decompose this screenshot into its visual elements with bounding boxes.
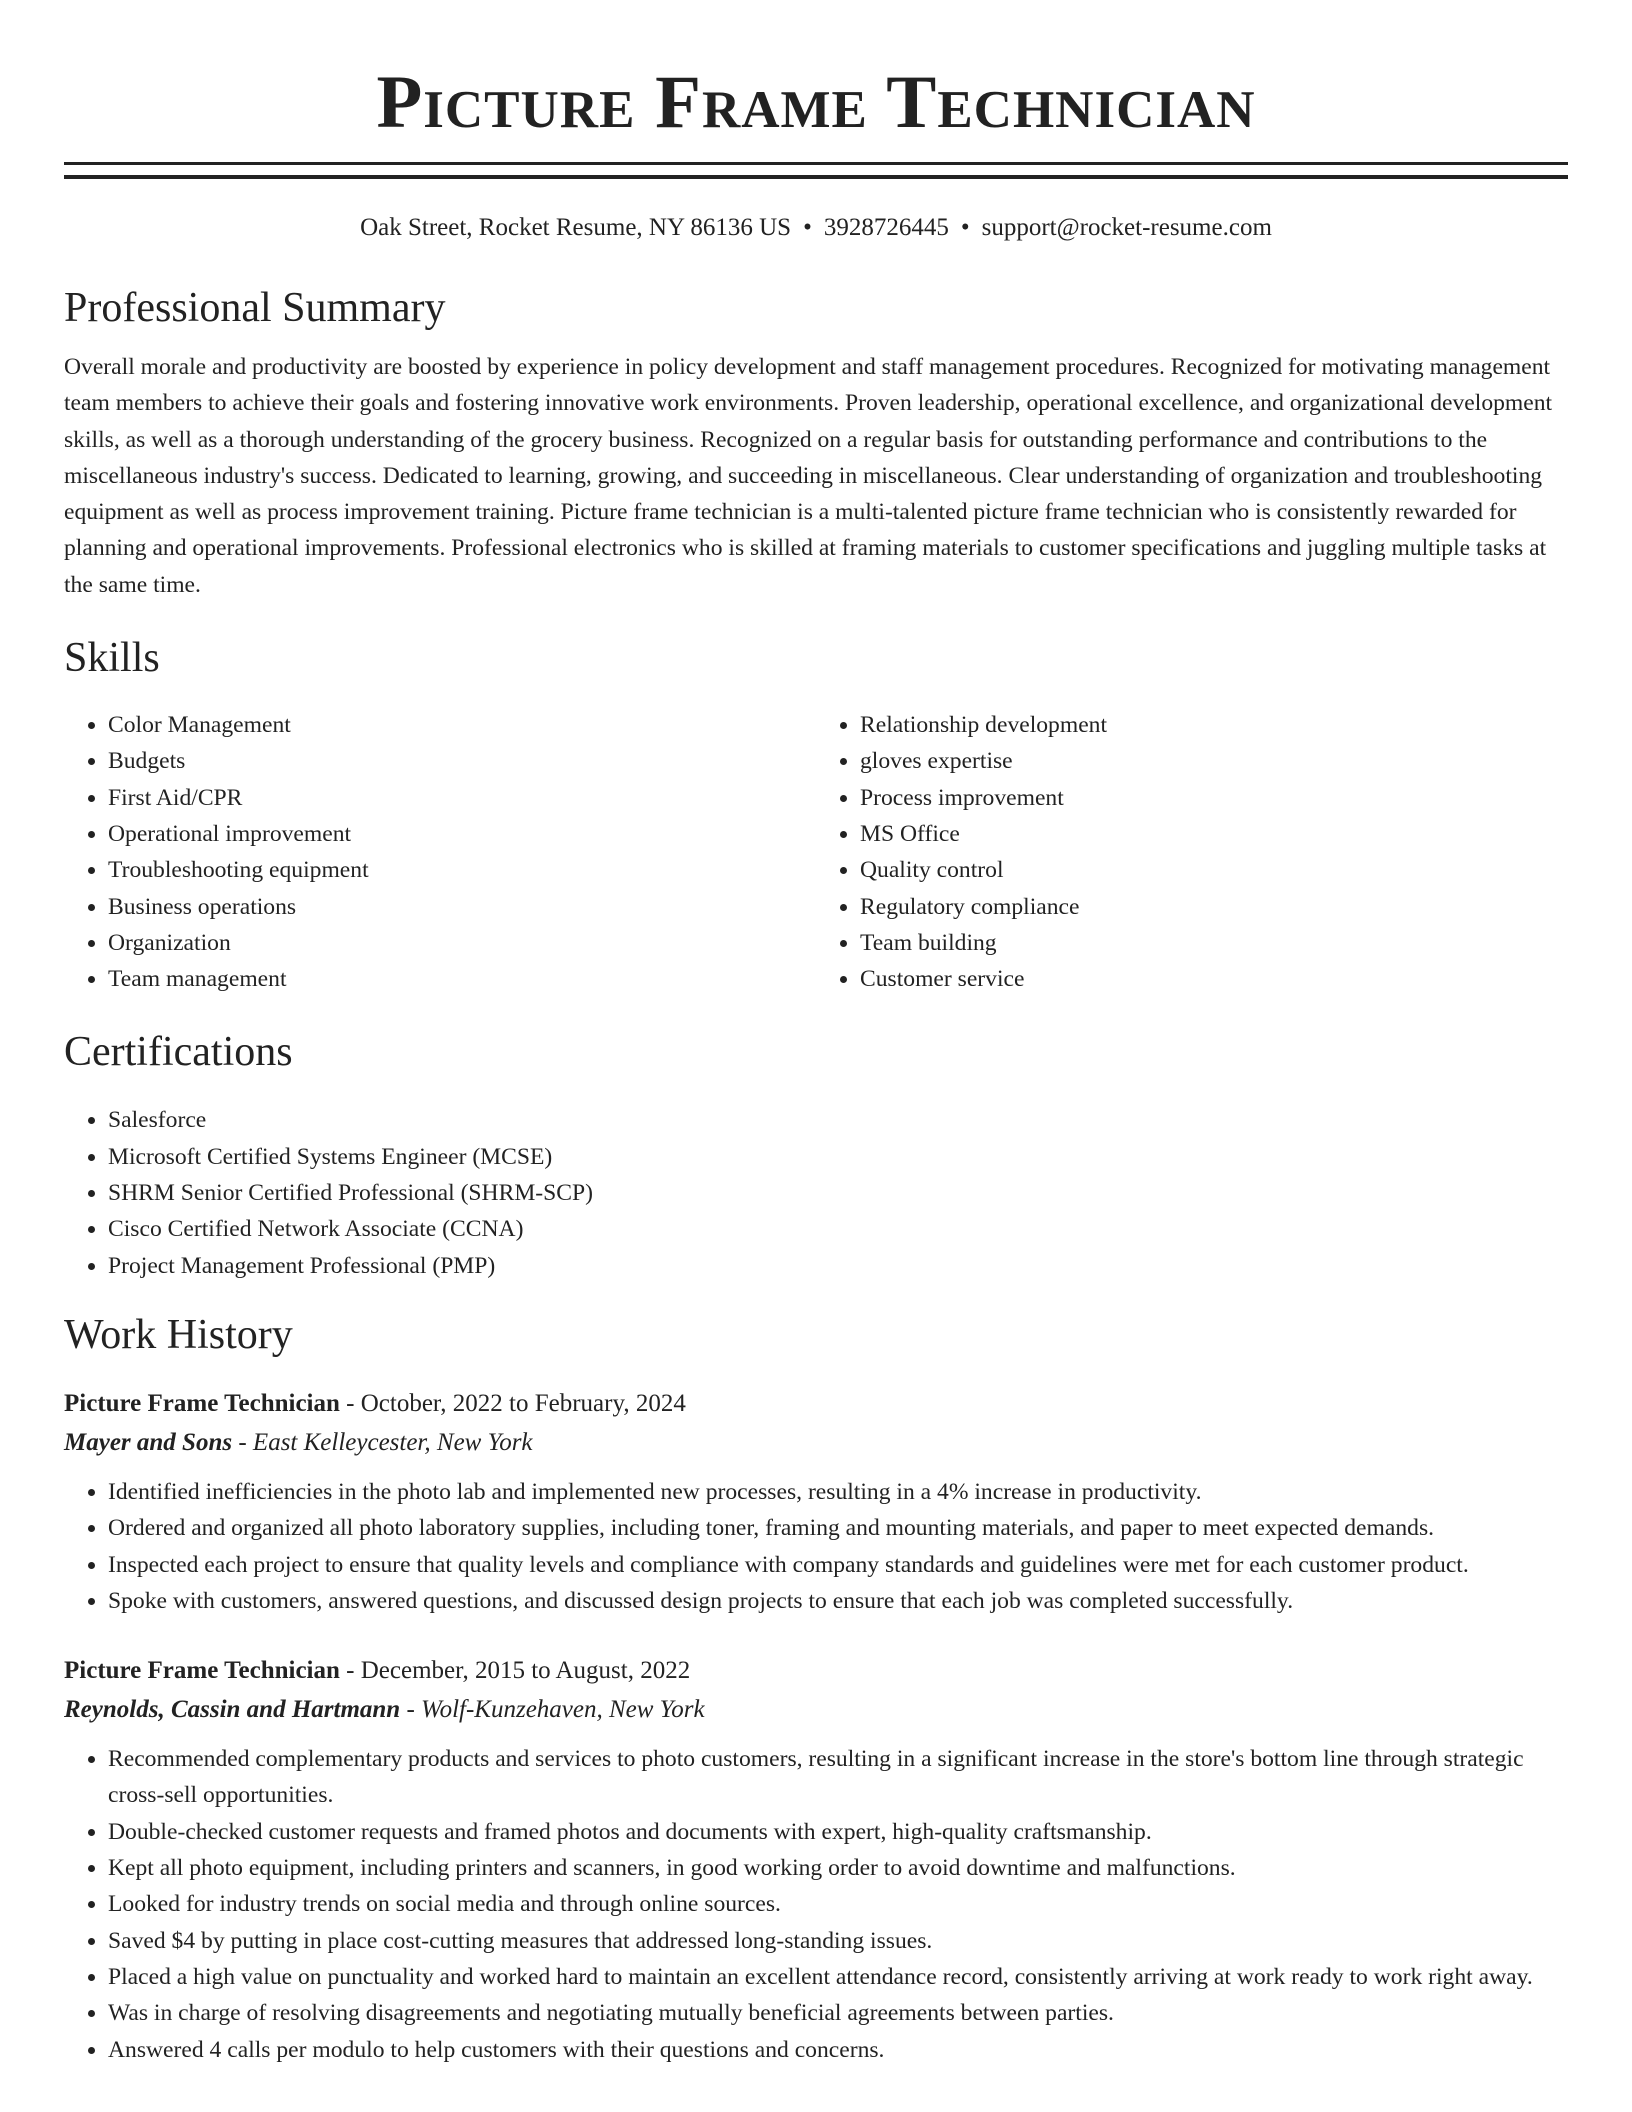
title-double-rule (64, 162, 1568, 179)
job-duty: • Ordered and organized all photo laboratory supplies, including toner, framing and mounting materials, and paper to meet expected demands. (108, 1510, 1568, 1546)
certification-item: • Project Management Professional (PMP) (108, 1248, 1568, 1284)
job-duty: • Inspected each project to ensure that quality levels and compliance with company standards and guidelines were met for each customer product. (108, 1547, 1568, 1583)
job-duty: • Spoke with customers, answered questions, and discussed design projects to ensure that each job was completed successfully. (108, 1583, 1568, 1619)
skill-item: • Quality control (860, 852, 1568, 888)
job-duty: • Kept all photo equipment, including printers and scanners, in good working order to avoid downtime and malfunctions. (108, 1850, 1568, 1886)
contact-line (64, 213, 1568, 243)
skill-item: • Organization (108, 925, 816, 961)
certifications-list (64, 1102, 1568, 1283)
email: support@rocket-resume.com (981, 214, 1272, 241)
certification-item: • SHRM Senior Certified Professional (SHRM-SCP) (108, 1175, 1568, 1211)
job-duty: • Identified inefficiencies in the photo lab and implemented new processes, resulting in a 4% increase in productivity. (108, 1474, 1568, 1510)
job-duty: • Double-checked customer requests and framed photos and documents with expert, high-quality craftsmanship. (108, 1814, 1568, 1850)
job-duty: • Placed a high value on punctuality and worked hard to maintain an excellent attendance record, consistently arriving at work ready to work right away. (108, 1959, 1568, 1995)
summary-heading: Professional Summary (64, 285, 446, 331)
contact-separator: • (960, 214, 970, 241)
address: Oak Street, Rocket Resume, NY 86136 US (360, 214, 792, 241)
job-duty: • Looked for industry trends on social media and through online sources. (108, 1886, 1568, 1922)
job-duty: • Answered 4 calls per modulo to help customers with their questions and concerns. (108, 2032, 1568, 2068)
job-title-line (64, 1384, 1568, 1423)
certification-item: • Microsoft Certified Systems Engineer (MCSE) (108, 1139, 1568, 1175)
skill-item: • Customer service (860, 961, 1568, 997)
job-title: Picture Frame Technician (64, 1389, 340, 1417)
job-company-line (64, 1690, 1568, 1729)
job-duties-list (64, 1474, 1568, 1619)
skill-item: • Regulatory compliance (860, 889, 1568, 925)
skill-item: • Business operations (108, 889, 816, 925)
skill-item: • Budgets (108, 743, 816, 779)
job-entry (64, 1384, 1568, 1619)
work-history-heading: Work History (64, 1311, 293, 1358)
job-duties-list (64, 1741, 1568, 2068)
skill-item: • gloves expertise (860, 743, 1568, 779)
job-dates: - December, 2015 to August, 2022 (339, 1657, 691, 1685)
skills-list-right (816, 707, 1568, 997)
certifications-heading: Certifications (64, 1029, 293, 1076)
skill-item: • Operational improvement (108, 816, 816, 852)
job-location: - Wolf-Kunzehaven, New York (400, 1696, 705, 1724)
job-title: Picture Frame Technician (64, 1657, 340, 1685)
certification-item: • Salesforce (108, 1102, 1568, 1138)
skill-item: • Troubleshooting equipment (108, 852, 816, 888)
job-title-line (64, 1651, 1568, 1690)
job-location: - East Kelleycester, New York (232, 1428, 533, 1456)
job-duty: • Recommended complementary products and services to photo customers, resulting in a significant increase in the store's bottom line through strategic cross-sell opportunities. (108, 1741, 1568, 1814)
phone: 3928726445 (823, 214, 949, 241)
job-entry (64, 1651, 1568, 2068)
resume-title: Picture Frame Technician (376, 61, 1256, 144)
skill-item: • Team management (108, 961, 816, 997)
skill-item: • Process improvement (860, 780, 1568, 816)
skill-item: • Color Management (108, 707, 816, 743)
summary-text: Overall morale and productivity are boosted by experience in policy development and staff management procedures. Recognized for motivating management team members to achieve their goals and fostering innovative work environments. Proven leadership, operational excellence, and organizational development skills, as well as a thorough understanding of the grocery business. Recognized on a regular basis for outstanding performance and contributions to the miscellaneous industry's success. Dedicated to learning, growing, and succeeding in miscellaneous. Clear understanding of organization and troubleshooting equipment as well as process improvement training. Picture frame technician is a multi-talented picture frame technician who is consistently rewarded for planning and operational improvements. Professional electronics who is skilled at framing materials to customer specifications and juggling multiple tasks at the same time. (64, 354, 1553, 598)
job-duty: • Was in charge of resolving disagreements and negotiating mutually beneficial agreements between parties. (108, 1995, 1568, 2031)
certification-item: • Cisco Certified Network Associate (CCNA) (108, 1211, 1568, 1247)
skills-list-left (64, 707, 816, 997)
job-company-line (64, 1423, 1568, 1462)
job-company: Reynolds, Cassin and Hartmann (64, 1696, 401, 1724)
job-company: Mayer and Sons (64, 1428, 233, 1456)
contact-separator: • (803, 214, 812, 241)
job-dates: - October, 2022 to February, 2024 (339, 1389, 686, 1417)
skill-item: • First Aid/CPR (108, 780, 816, 816)
job-duty: • Saved $4 by putting in place cost-cutting measures that addressed long-standing issues. (108, 1923, 1568, 1959)
skill-item: • Relationship development (860, 707, 1568, 743)
skill-item: • Team building (860, 925, 1568, 961)
skill-item: • MS Office (860, 816, 1568, 852)
skills-columns (64, 707, 1568, 997)
skills-heading: Skills (64, 635, 160, 682)
